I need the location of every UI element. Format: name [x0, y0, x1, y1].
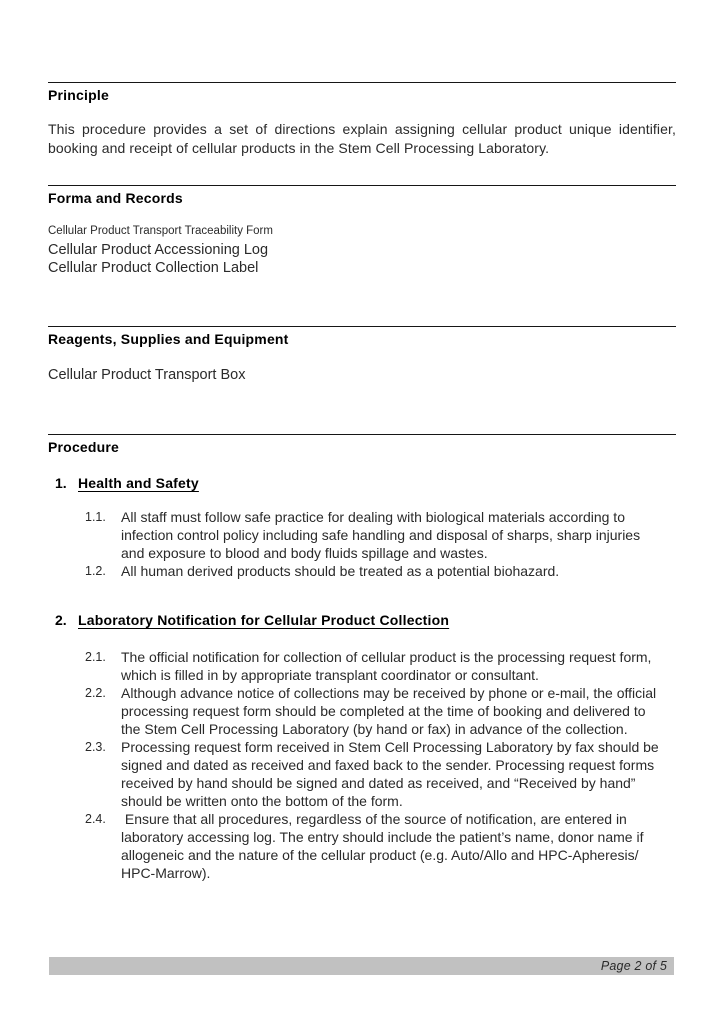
section-divider [48, 185, 676, 186]
item-text: Although advance notice of collections may be received by phone or e-mail, the official processing request form should be completed at the time of booking and delivered to the Stem Cell Processing Laboratory (by hand or fax) in advance of the collection. [121, 685, 661, 737]
procedure-item [48, 508, 676, 562]
document-content [48, 0, 676, 882]
item-number: 1.2. [85, 564, 106, 578]
item-number: 2.2. [85, 686, 106, 700]
item-text: Processing request form received in Stem Cell Processing Laboratory by fax should be signed and dated as received and faxed back to the sender. Processing request forms received by hand should be signed and dated as received, and “Received by hand” should be written onto the bottom of the form. [121, 739, 663, 809]
spacer [48, 580, 676, 593]
subsection-title: Health and Safety [78, 475, 199, 491]
subsection-items [48, 648, 676, 882]
subsection-items [48, 508, 676, 580]
item-text: All staff must follow safe practice for dealing with biological materials according to infection control policy including safe handling and disposal of sharps, sharp injuries and exposure to blood and body fluids spillage and wastes. [121, 509, 644, 561]
subsection-title: Laboratory Notification for Cellular Product Collection [78, 612, 450, 628]
item-number: 2.4. [85, 812, 106, 826]
procedure-item [48, 648, 676, 684]
subsection-heading-laboratory-notification [48, 612, 676, 628]
principle-paragraph: This procedure provides a set of directions explain assigning cellular product unique identifier, booking and receipt of cellular products in the Stem Cell Processing Laboratory. [48, 121, 676, 156]
item-number: 2.3. [85, 740, 106, 754]
form-item: Cellular Product Accessioning Log [48, 242, 269, 258]
procedure-item [48, 684, 676, 738]
item-number: 2.1. [85, 650, 106, 664]
item-text: The official notification for collection of cellular product is the processing request form, which is filled in by appropriate transplant coordinator or consultant. [121, 649, 656, 683]
subsection-heading-health-and-safety [48, 475, 676, 491]
subsection-number: 2. [55, 612, 67, 628]
item-number: 1.1. [85, 510, 106, 524]
section-heading-principle: Principle [48, 87, 109, 103]
section-heading-forms: Forma and Records [48, 190, 183, 206]
page-footer-bar [49, 957, 674, 975]
item-text: Ensure that all procedures, regardless of the source of notification, are entered in laboratory accessing log. The entry should include the patient’s name, donor name if allogeneic and the nature of the cellular product (e.g. Auto/Allo and HPC-Apheresis/ HPC-Marrow). [121, 811, 648, 881]
reagents-item: Cellular Product Transport Box [48, 367, 246, 383]
subsection-number: 1. [55, 475, 67, 491]
procedure-item [48, 562, 676, 580]
form-item-small: Cellular Product Transport Traceability Form [48, 225, 273, 237]
form-item-list [48, 242, 676, 277]
item-text: All human derived products should be treated as a potential biohazard. [121, 563, 560, 579]
form-item: Cellular Product Collection Label [48, 259, 259, 276]
section-heading-reagents: Reagents, Supplies and Equipment [48, 331, 289, 347]
section-divider [48, 82, 676, 83]
procedure-item [48, 738, 676, 810]
section-divider [48, 434, 676, 435]
section-divider [48, 326, 676, 327]
section-heading-procedure: Procedure [48, 439, 120, 455]
procedure-item [48, 810, 676, 882]
page-number-label: Page 2 of 5 [600, 959, 667, 973]
